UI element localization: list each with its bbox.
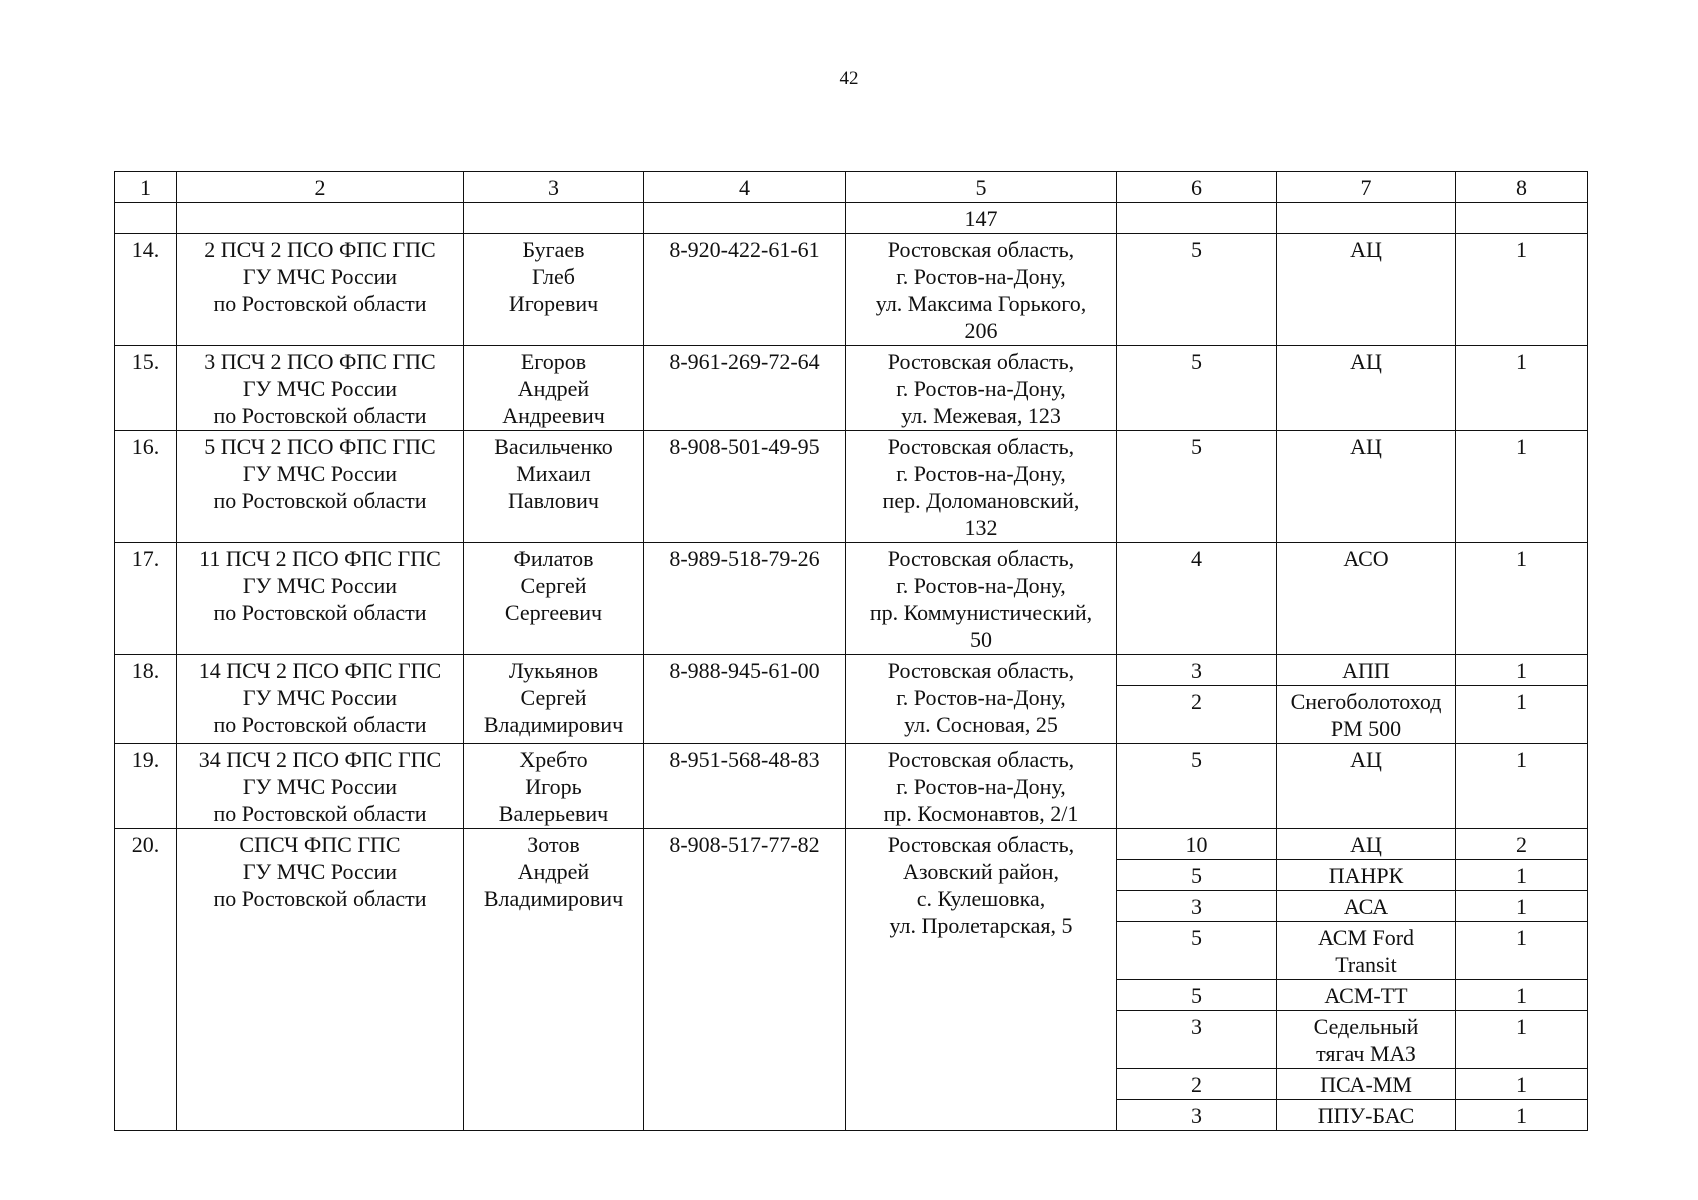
equipment-type-line: АЦ (1350, 832, 1382, 857)
column-header: 7 (1277, 172, 1456, 203)
equipment-type (1277, 1011, 1456, 1069)
equipment-type-line: АЦ (1350, 237, 1382, 262)
unit-name-line: ГУ МЧС России (242, 685, 398, 710)
equipment-type-line: АСМ Ford (1317, 925, 1415, 950)
address-line: г. Ростов-на-Дону, (896, 461, 1066, 486)
equipment-qty: 2 (1456, 829, 1588, 860)
unit-name-line: 3 ПСЧ 2 ПСО ФПС ГПС (204, 349, 436, 374)
empty-cell (1456, 203, 1588, 234)
address-line: 132 (964, 515, 998, 540)
equipment-qty: 1 (1456, 346, 1588, 431)
row-number: 17. (115, 543, 177, 655)
equipment-type-line: РМ 500 (1330, 716, 1402, 741)
equipment-type (1277, 346, 1456, 431)
unit-name (177, 346, 464, 431)
address-line: г. Ростов-на-Дону, (896, 573, 1066, 598)
unit-name (177, 431, 464, 543)
unit-name-line: ГУ МЧС России (242, 264, 398, 289)
equipment-type (1277, 860, 1456, 891)
person-name-line: Михаил (516, 461, 591, 486)
table-row (115, 543, 1588, 655)
equipment-type-line: тягач МАЗ (1316, 1041, 1416, 1066)
column-header: 3 (464, 172, 644, 203)
row-number: 18. (115, 655, 177, 744)
person-name (464, 744, 644, 829)
equipment-qty: 1 (1456, 980, 1588, 1011)
address-line: Ростовская область, (887, 237, 1075, 262)
unit-name-line: ГУ МЧС России (242, 774, 398, 799)
unit-name-line: 5 ПСЧ 2 ПСО ФПС ГПС (204, 434, 436, 459)
person-name-line: Егоров (520, 349, 587, 374)
equipment-type-line: АЦ (1350, 349, 1382, 374)
equipment-type (1277, 1069, 1456, 1100)
table-row (115, 431, 1588, 543)
person-name-line: Зотов (527, 832, 580, 857)
equipment-type (1277, 1100, 1456, 1131)
page-number: 42 (839, 68, 859, 89)
equipment-qty: 1 (1456, 922, 1588, 980)
equipment-type-line: АПП (1342, 658, 1390, 683)
equipment-type (1277, 980, 1456, 1011)
address-line: пер. Доломановский, (882, 488, 1080, 513)
personnel-count: 3 (1117, 1100, 1277, 1131)
personnel-count: 5 (1117, 431, 1277, 543)
equipment-type-line: АЦ (1350, 434, 1382, 459)
address-line: Ростовская область, (887, 546, 1075, 571)
person-name-line: Глеб (531, 264, 575, 289)
equipment-type (1277, 686, 1456, 744)
equipment-type-line: АСО (1343, 546, 1389, 571)
table-row (115, 655, 1588, 686)
address-line: г. Ростов-на-Дону, (896, 774, 1066, 799)
phone-number: 8-951-568-48-83 (644, 744, 846, 829)
empty-cell (177, 203, 464, 234)
column-header: 1 (115, 172, 177, 203)
equipment-type-line: Снегоболотоход (1290, 689, 1442, 714)
person-name-line: Андрей (517, 376, 590, 401)
personnel-count: 10 (1117, 829, 1277, 860)
address (846, 234, 1117, 346)
equipment-type (1277, 922, 1456, 980)
equipment-type-line: Transit (1335, 952, 1397, 977)
equipment-qty: 1 (1456, 431, 1588, 543)
column-header-row (115, 172, 1588, 203)
address-line: ул. Сосновая, 25 (904, 712, 1058, 737)
column-header: 4 (644, 172, 846, 203)
address (846, 655, 1117, 744)
equipment-qty: 1 (1456, 1069, 1588, 1100)
person-name (464, 346, 644, 431)
address-line: Ростовская область, (887, 349, 1075, 374)
unit-name-line: по Ростовской области (213, 712, 427, 737)
address-line: ул. Межевая, 123 (901, 403, 1061, 428)
person-name-line: Хребто (519, 747, 588, 772)
equipment-type-line: Седельный (1313, 1014, 1419, 1039)
empty-cell (644, 203, 846, 234)
unit-name-line: 14 ПСЧ 2 ПСО ФПС ГПС (198, 658, 442, 683)
address-line: с. Кулешовка, (916, 886, 1046, 911)
address-line: г. Ростов-на-Дону, (896, 376, 1066, 401)
personnel-count: 5 (1117, 922, 1277, 980)
unit-name-line: ГУ МЧС России (242, 376, 398, 401)
personnel-count: 2 (1117, 1069, 1277, 1100)
address-line: Ростовская область, (887, 434, 1075, 459)
phone-number: 8-908-517-77-82 (644, 829, 846, 1131)
equipment-qty: 1 (1456, 686, 1588, 744)
equipment-type-line: ПАНРК (1328, 863, 1404, 888)
address-line: Ростовская область, (887, 832, 1075, 857)
unit-name-line: по Ростовской области (213, 488, 427, 513)
unit-name-line: по Ростовской области (213, 886, 427, 911)
equipment-type-line: ППУ-БАС (1317, 1103, 1415, 1128)
row-number: 19. (115, 744, 177, 829)
equipment-type (1277, 891, 1456, 922)
equipment-qty: 1 (1456, 744, 1588, 829)
person-name-line: Владимирович (483, 886, 624, 911)
equipment-type (1277, 431, 1456, 543)
equipment-qty: 1 (1456, 655, 1588, 686)
phone-number: 8-961-269-72-64 (644, 346, 846, 431)
person-name-line: Игоревич (508, 291, 599, 316)
person-name-line: Филатов (513, 546, 594, 571)
address-line: пр. Коммунистический, (869, 600, 1093, 625)
personnel-count: 5 (1117, 980, 1277, 1011)
equipment-qty: 1 (1456, 543, 1588, 655)
address-continuation: 147 (846, 203, 1117, 234)
phone-number: 8-989-518-79-26 (644, 543, 846, 655)
unit-name-line: 2 ПСЧ 2 ПСО ФПС ГПС (204, 237, 436, 262)
equipment-type (1277, 744, 1456, 829)
column-header: 2 (177, 172, 464, 203)
unit-name-line: по Ростовской области (213, 403, 427, 428)
person-name-line: Игорь (525, 774, 582, 799)
unit-name-line: ГУ МЧС России (242, 461, 398, 486)
equipment-type-line: АЦ (1350, 747, 1382, 772)
table-row (115, 234, 1588, 346)
address-line: г. Ростов-на-Дону, (896, 685, 1066, 710)
table-row (115, 346, 1588, 431)
address-line: Азовский район, (902, 859, 1060, 884)
person-name-line: Валерьевич (498, 801, 609, 826)
empty-cell (115, 203, 177, 234)
unit-name (177, 543, 464, 655)
unit-name-line: по Ростовской области (213, 291, 427, 316)
equipment-qty: 1 (1456, 860, 1588, 891)
phone-number: 8-908-501-49-95 (644, 431, 846, 543)
personnel-count: 4 (1117, 543, 1277, 655)
continuation-row (115, 203, 1588, 234)
address-line: г. Ростов-на-Дону, (896, 264, 1066, 289)
unit-name-line: 11 ПСЧ 2 ПСО ФПС ГПС (199, 546, 441, 571)
equipment-type (1277, 829, 1456, 860)
address-line: пр. Космонавтов, 2/1 (883, 801, 1079, 826)
equipment-type-line: АСМ-ТТ (1324, 983, 1408, 1008)
column-header: 5 (846, 172, 1117, 203)
person-name-line: Владимирович (483, 712, 624, 737)
person-name-line: Бугаев (522, 237, 585, 262)
person-name-line: Сергей (520, 685, 587, 710)
personnel-count: 5 (1117, 234, 1277, 346)
equipment-qty: 1 (1456, 891, 1588, 922)
person-name-line: Андрей (517, 859, 590, 884)
personnel-count: 5 (1117, 860, 1277, 891)
phone-number: 8-988-945-61-00 (644, 655, 846, 744)
address-line: ул. Максима Горького, (875, 291, 1087, 316)
unit-name-line: СПСЧ ФПС ГПС (239, 832, 401, 857)
address (846, 346, 1117, 431)
unit-name (177, 744, 464, 829)
equipment-type (1277, 234, 1456, 346)
person-name (464, 829, 644, 1131)
personnel-count: 3 (1117, 891, 1277, 922)
person-name-line: Андреевич (502, 403, 605, 428)
empty-cell (1277, 203, 1456, 234)
unit-name-line: ГУ МЧС России (242, 573, 398, 598)
address-line: 50 (970, 627, 992, 652)
address-line: 206 (964, 318, 998, 343)
row-number: 15. (115, 346, 177, 431)
equipment-qty: 1 (1456, 1100, 1588, 1131)
address (846, 744, 1117, 829)
person-name-line: Сергеевич (504, 600, 603, 625)
empty-cell (464, 203, 644, 234)
personnel-count: 2 (1117, 686, 1277, 744)
address (846, 829, 1117, 1131)
equipment-qty: 1 (1456, 234, 1588, 346)
person-name (464, 543, 644, 655)
equipment-type (1277, 655, 1456, 686)
unit-name (177, 655, 464, 744)
personnel-count: 5 (1117, 346, 1277, 431)
unit-name-line: по Ростовской области (213, 801, 427, 826)
equipment-type-line: ПСА-ММ (1320, 1072, 1412, 1097)
personnel-count: 3 (1117, 1011, 1277, 1069)
address-line: ул. Пролетарская, 5 (889, 913, 1073, 938)
unit-name-line: ГУ МЧС России (242, 859, 398, 884)
person-name (464, 431, 644, 543)
empty-cell (1117, 203, 1277, 234)
equipment-type (1277, 543, 1456, 655)
unit-name-line: по Ростовской области (213, 600, 427, 625)
person-name (464, 655, 644, 744)
person-name-line: Лукьянов (508, 658, 599, 683)
column-header: 6 (1117, 172, 1277, 203)
units-table (114, 171, 1588, 1131)
unit-name (177, 829, 464, 1131)
table-row (115, 829, 1588, 860)
person-name-line: Васильченко (494, 434, 613, 459)
address (846, 431, 1117, 543)
personnel-count: 3 (1117, 655, 1277, 686)
person-name-line: Павлович (508, 488, 599, 513)
phone-number: 8-920-422-61-61 (644, 234, 846, 346)
address-line: Ростовская область, (887, 747, 1075, 772)
column-header: 8 (1456, 172, 1588, 203)
equipment-type-line: АСА (1343, 894, 1389, 919)
address-line: Ростовская область, (887, 658, 1075, 683)
row-number: 20. (115, 829, 177, 1131)
personnel-count: 5 (1117, 744, 1277, 829)
table-row (115, 744, 1588, 829)
row-number: 16. (115, 431, 177, 543)
address (846, 543, 1117, 655)
person-name (464, 234, 644, 346)
person-name-line: Сергей (520, 573, 587, 598)
unit-name-line: 34 ПСЧ 2 ПСО ФПС ГПС (198, 747, 442, 772)
equipment-qty: 1 (1456, 1011, 1588, 1069)
row-number: 14. (115, 234, 177, 346)
unit-name (177, 234, 464, 346)
